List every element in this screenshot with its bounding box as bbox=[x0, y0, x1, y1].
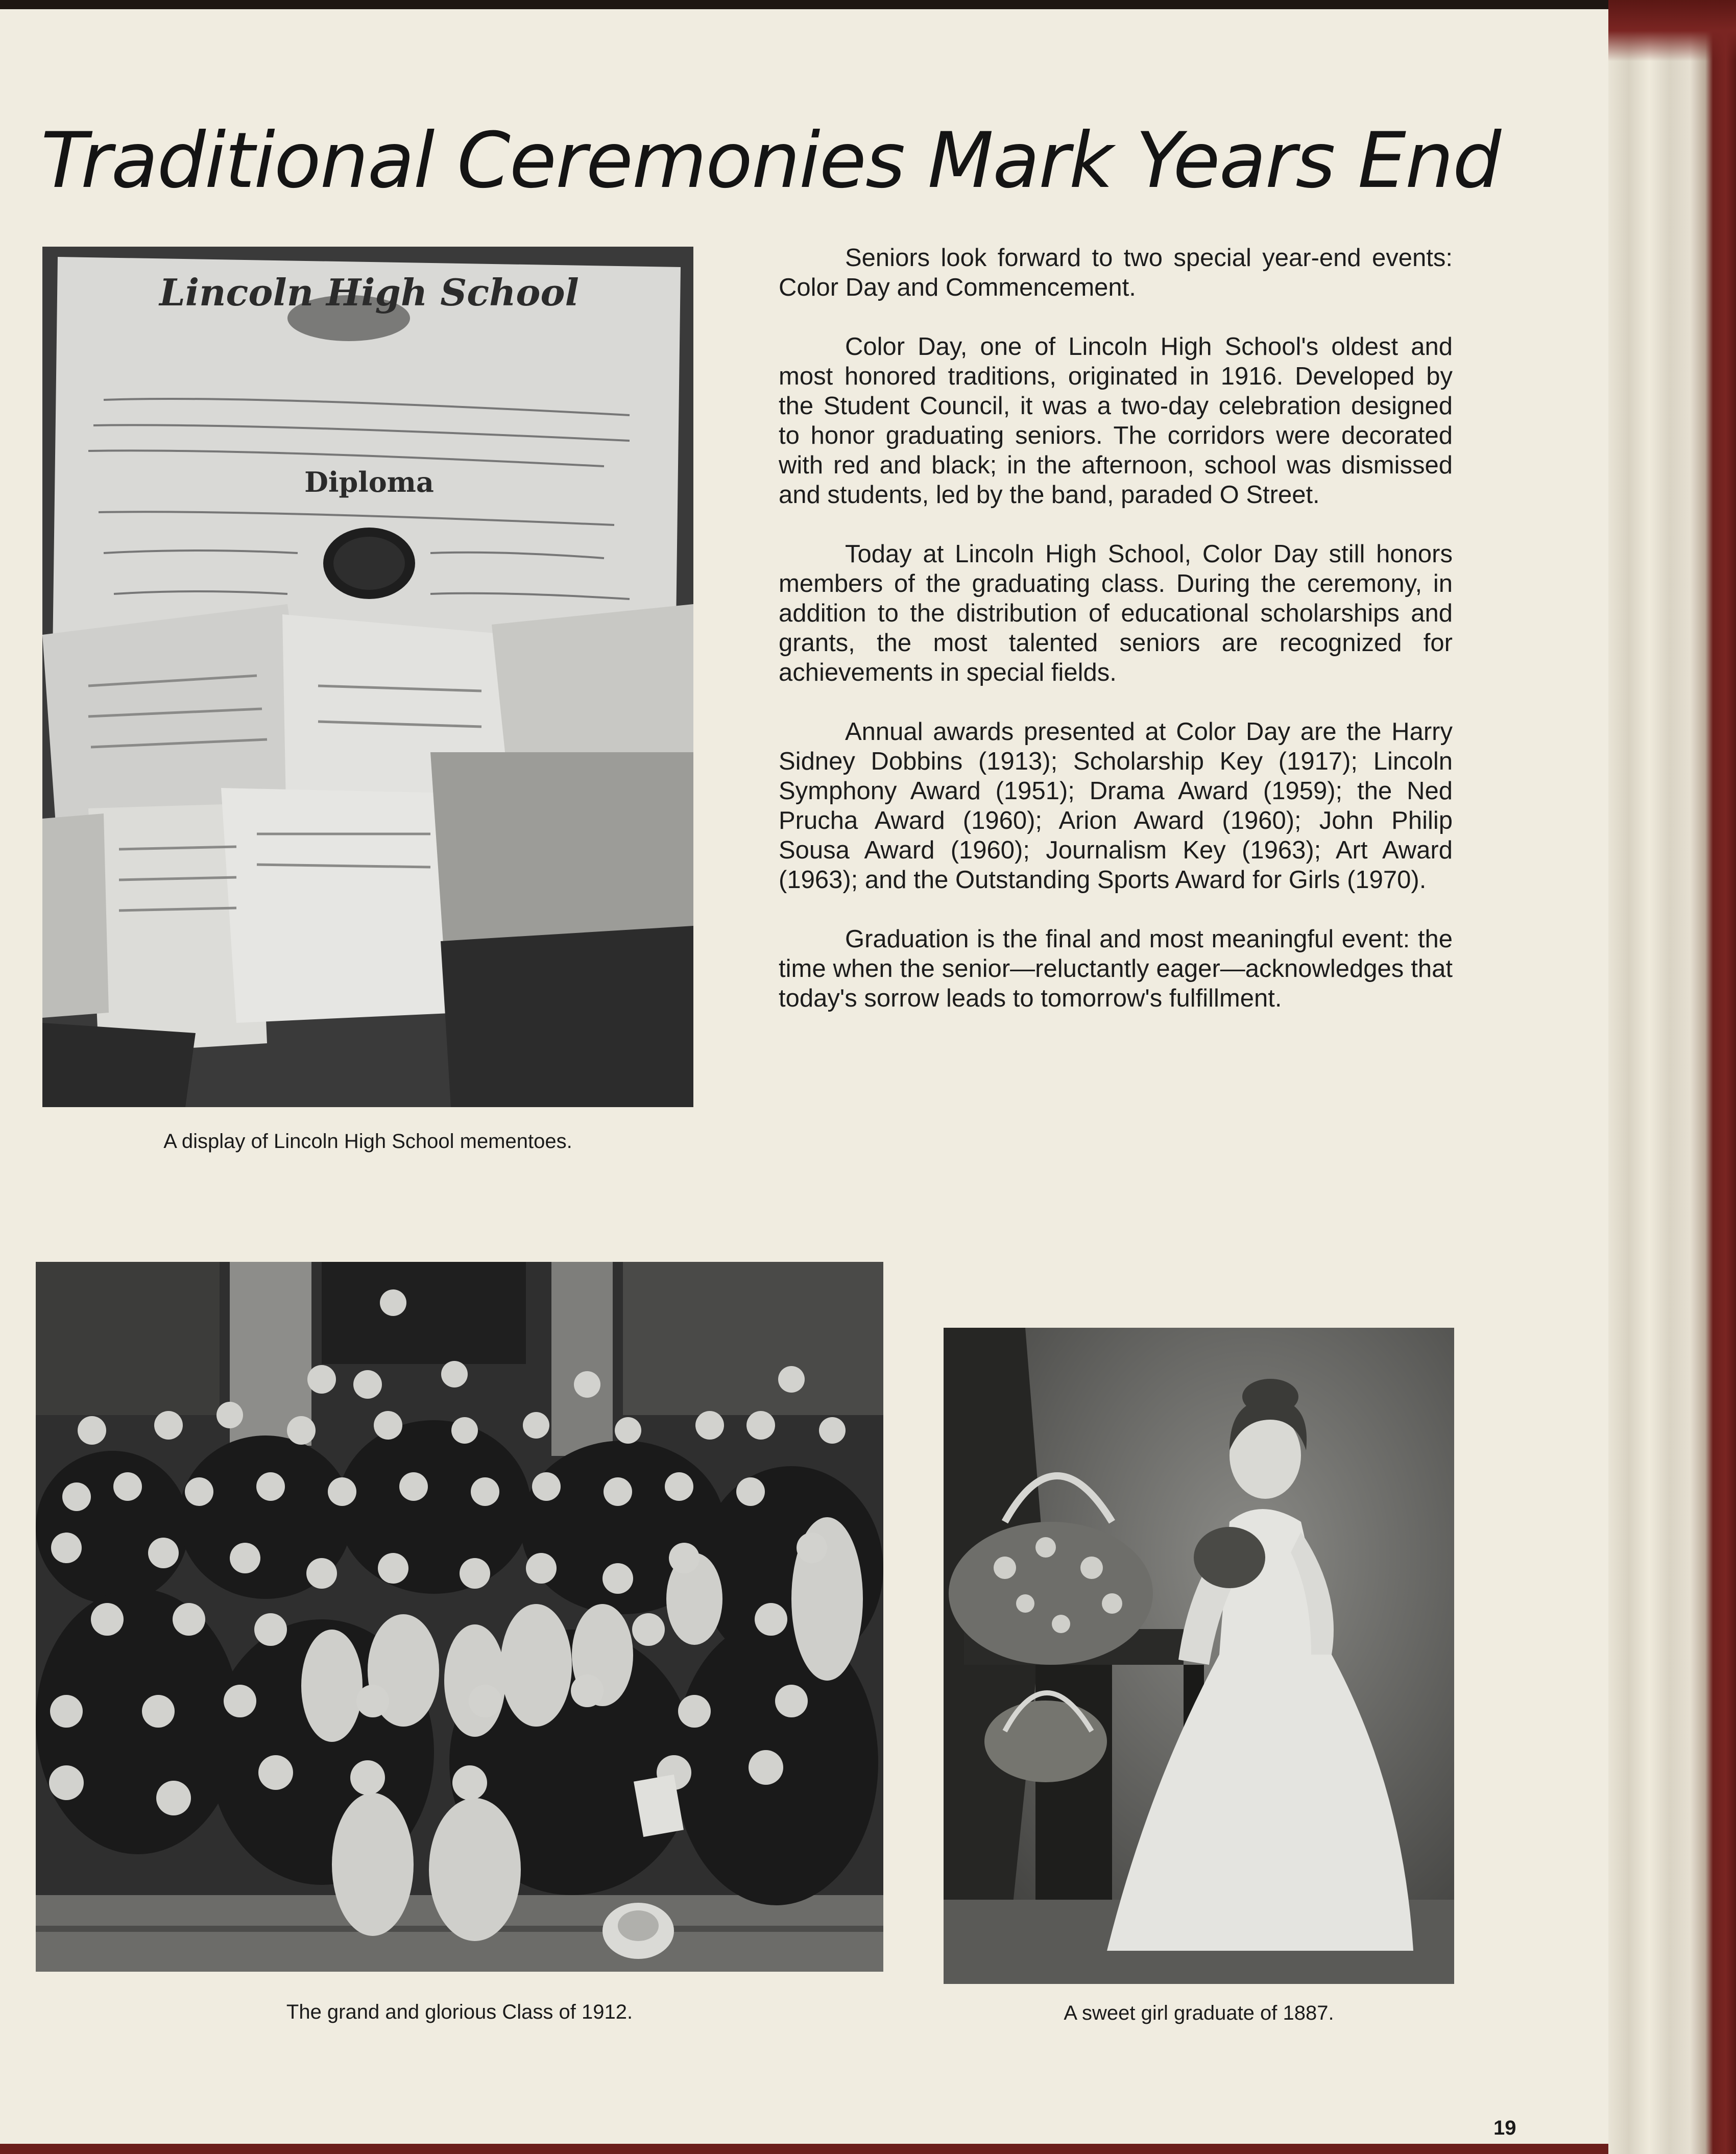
book-edge bbox=[1608, 0, 1736, 2154]
page-title: Traditional Ceremonies Mark Years End bbox=[41, 116, 1501, 205]
class-1912-caption: The grand and glorious Class of 1912. bbox=[286, 2001, 633, 2023]
page-number: 19 bbox=[1493, 2117, 1516, 2139]
diploma-heading: Lincoln High School bbox=[159, 271, 579, 314]
paragraph-color-day-today: Today at Lincoln High School, Color Day still honors members of the graduating class. During the ceremony, in addition to the distribution of educational scholarships and grants, the most talented seniors are recognized for achievements in special fields. bbox=[779, 540, 1453, 686]
mementoes-photo bbox=[42, 247, 693, 1107]
graduate-1887-photo bbox=[944, 1328, 1454, 1984]
paragraph-color-day-history: Color Day, one of Lincoln High School's oldest and most honored traditions, originated in 1916. Developed by the Student Council, it was a two-day celebration designed to honor graduating seniors. The corridors were decorated with red and black; in the afternoon, school was dismissed and students, led by the band, paraded O Street. bbox=[779, 333, 1453, 509]
yearbook-page bbox=[0, 9, 1608, 2144]
top-edge bbox=[0, 0, 1608, 9]
book-cover-corner bbox=[1608, 0, 1736, 61]
paragraph-graduation: Graduation is the final and most meaningful event: the time when the senior—reluctantly eager—acknowledges that today's sorrow leads to tomorrow's fulfillment. bbox=[779, 925, 1453, 1012]
paragraph-annual-awards: Annual awards presented at Color Day are the Harry Sidney Dobbins (1913); Scholarship Key (1917); Lincoln Symphony Award (1951); Drama Award (1959); the Ned Prucha Award (1960); Arion Award (1960); John Philip Sousa Award (1960); Journalism Key (1963); Art Award (1963); and the Outstanding Sports Award for Girls (1970). bbox=[779, 718, 1453, 894]
class-1912-photo bbox=[36, 1262, 883, 1972]
diploma-word: Diploma bbox=[304, 466, 434, 498]
paragraph-intro: Seniors look forward to two special year-end events: Color Day and Commencement. bbox=[779, 244, 1453, 301]
book-cover-bottom bbox=[0, 2144, 1608, 2154]
graduate-1887-caption: A sweet girl graduate of 1887. bbox=[1064, 2002, 1334, 2024]
article-body bbox=[779, 243, 1453, 1043]
mementoes-caption: A display of Lincoln High School mementoes. bbox=[163, 1130, 572, 1153]
